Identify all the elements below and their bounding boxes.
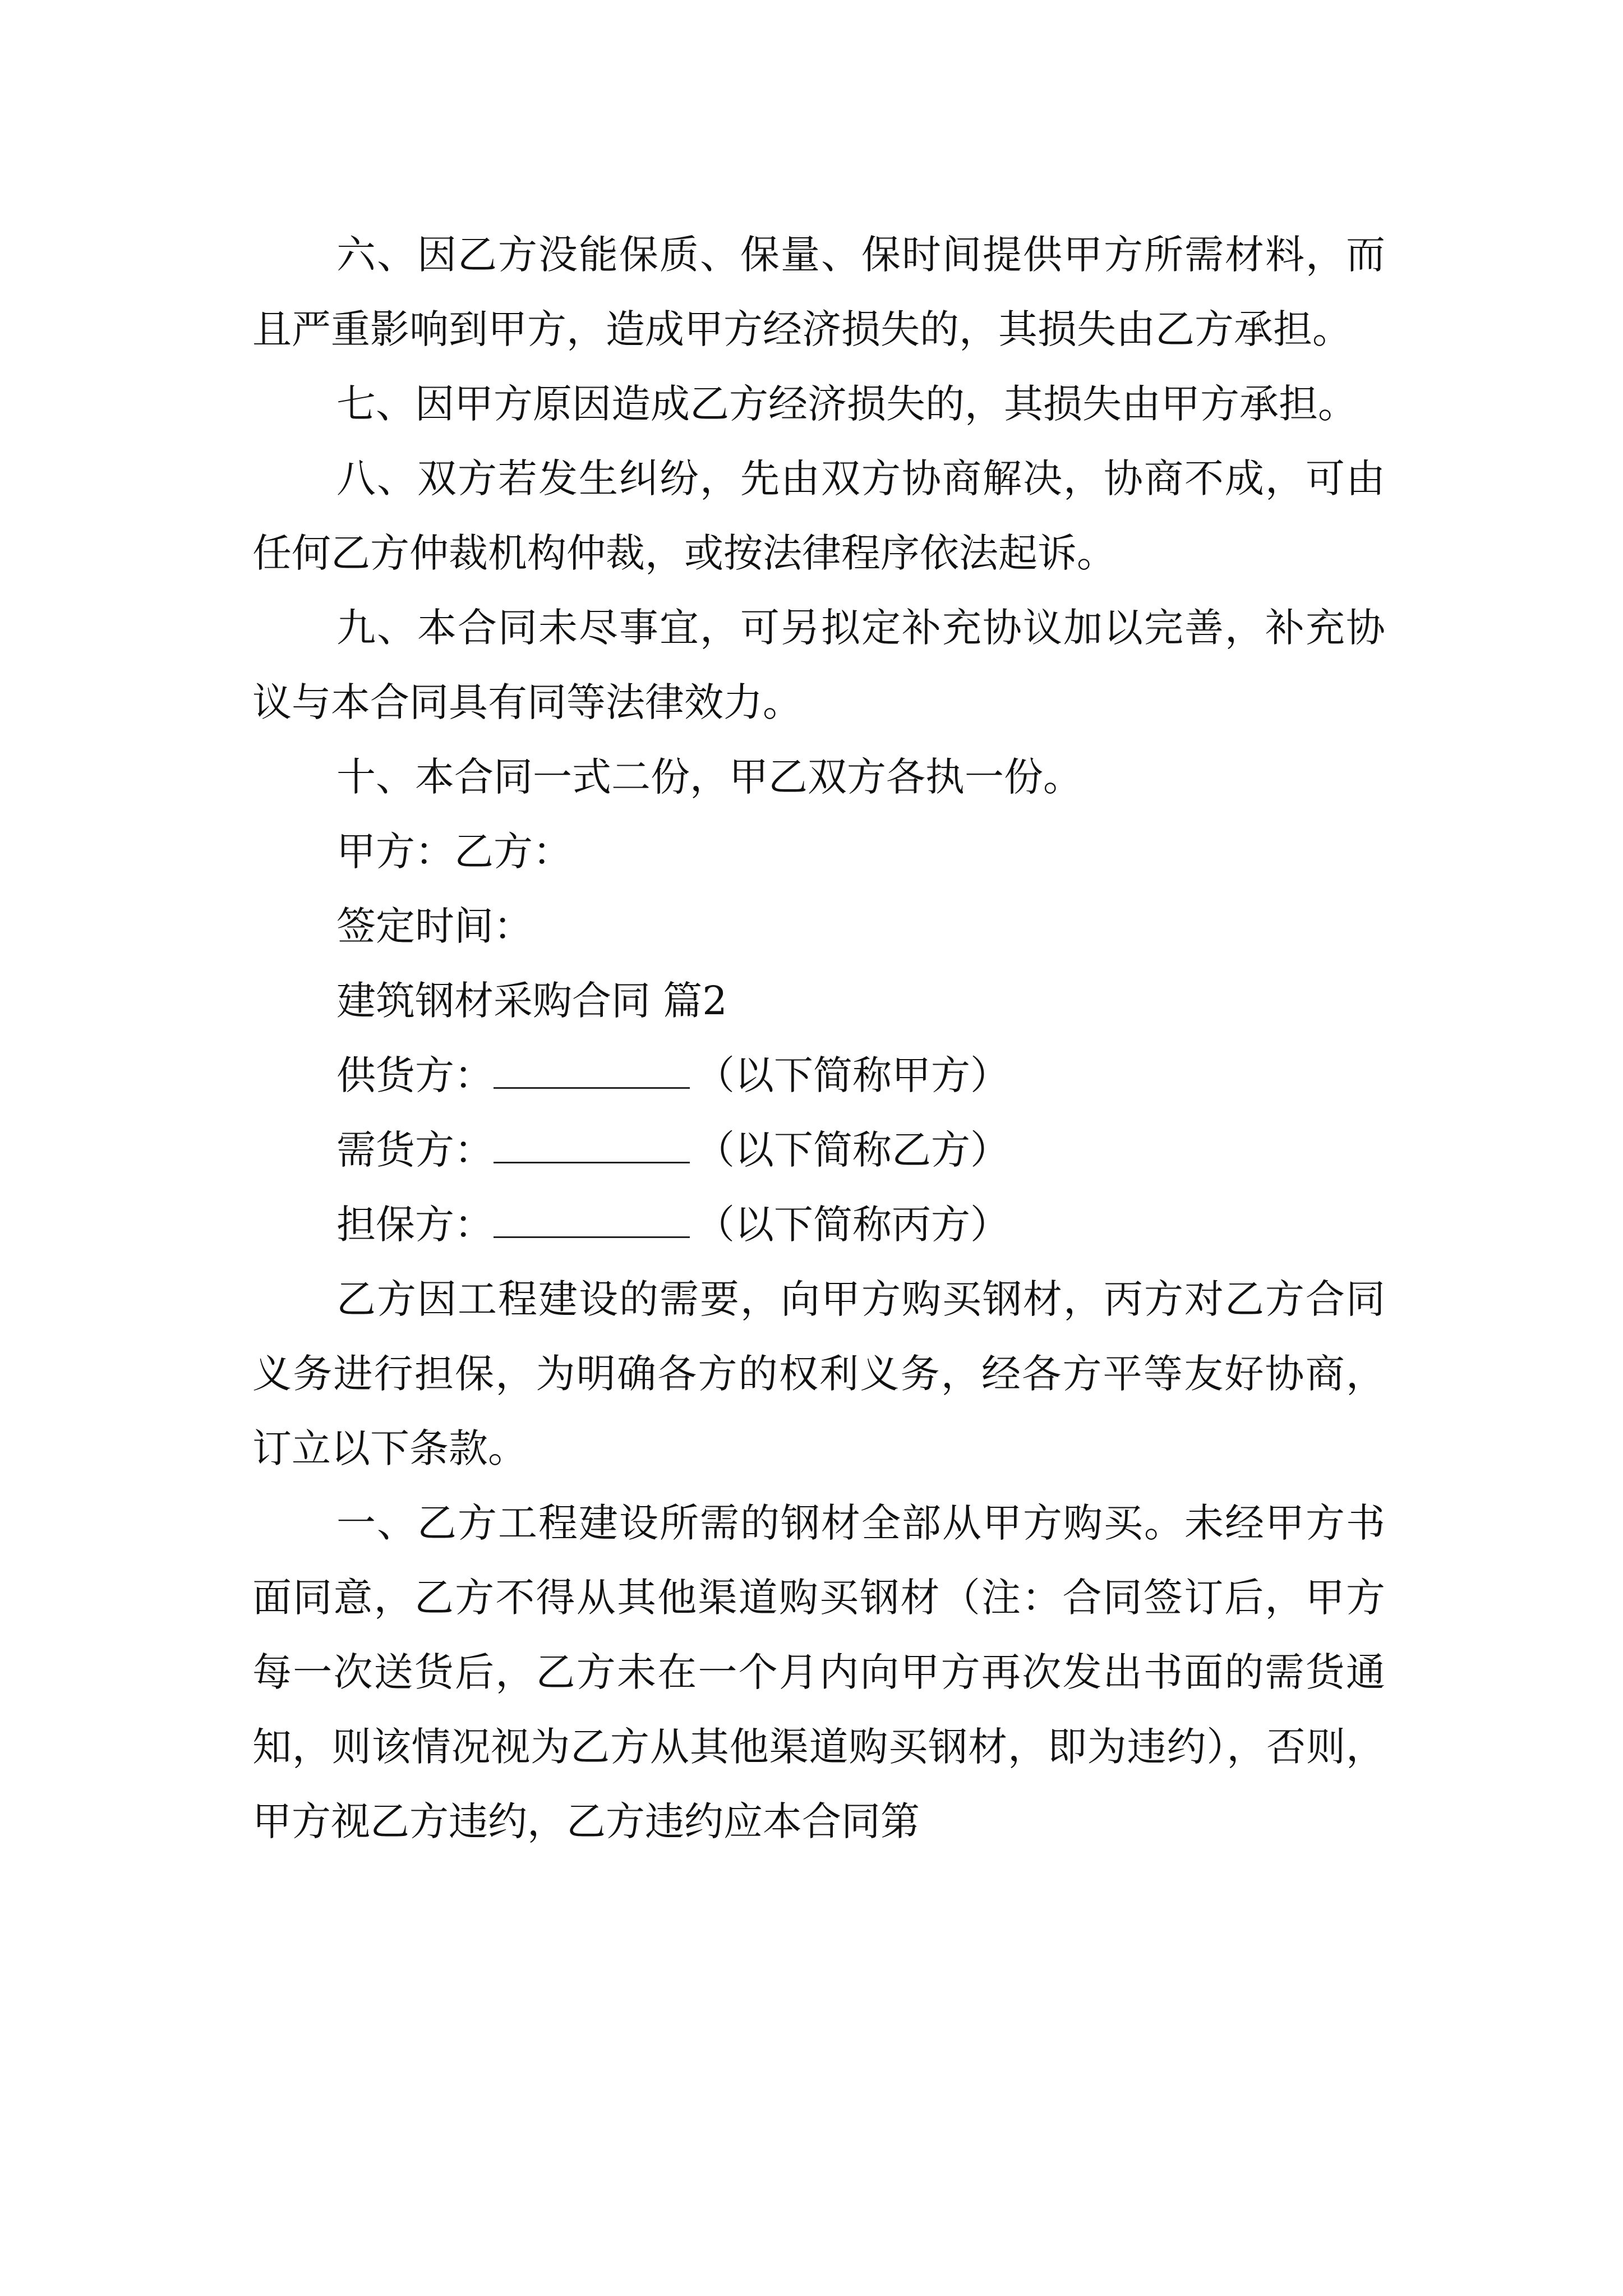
guarantor-suffix: （以下简称丙方） xyxy=(695,1202,1009,1248)
sign-date-line: 签定时间： xyxy=(336,903,533,949)
buyer-line xyxy=(252,1113,1385,1188)
clause-one: 一、乙方工程建设所需的钢材全部从甲方购买。未经甲方书面同意，乙方不得从其他渠道购买钢材（注：合同签订后，甲方每一次送货后，乙方未在一个月内向甲方再次发出书面的需货通知，则该情况视为乙方从其他渠道购买钢材，即为违约），否则，甲方视乙方违约，乙方违约应本合同第 xyxy=(252,1500,1385,1844)
guarantor-label: 担保方： xyxy=(336,1202,494,1248)
clause-nine: 九、本合同未尽事宜，可另拟定补充协议加以完善，补充协议与本合同具有同等法律效力。 xyxy=(252,605,1385,725)
document-body xyxy=(252,218,1385,1859)
supplier-line xyxy=(252,1038,1385,1113)
clause-eight: 八、双方若发生纠纷，先由双方协商解决，协商不成，可由任何乙方仲裁机构仲裁，或按法律程序依法起诉。 xyxy=(252,455,1385,576)
supplier-label: 供货方： xyxy=(336,1052,494,1098)
section-title: 建筑钢材采购合同 篇2 xyxy=(336,978,727,1024)
supplier-blank xyxy=(494,1053,690,1089)
clause-ten: 十、本合同一式二份，甲乙双方各执一份。 xyxy=(336,754,1082,800)
clause-six: 六、因乙方没能保质、保量、保时间提供甲方所需材料，而且严重影响到甲方，造成甲方经济损失的，其损失由乙方承担。 xyxy=(252,232,1385,352)
clause-seven: 七、因甲方原因造成乙方经济损失的，其损失由甲方承担。 xyxy=(336,381,1357,427)
guarantor-line xyxy=(252,1188,1385,1262)
buyer-blank xyxy=(494,1128,690,1163)
buyer-label: 需货方： xyxy=(336,1127,494,1173)
buyer-suffix: （以下简称乙方） xyxy=(695,1127,1009,1173)
intro-paragraph: 乙方因工程建设的需要，向甲方购买钢材，丙方对乙方合同义务进行担保，为明确各方的权利义务，经各方平等友好协商，订立以下条款。 xyxy=(252,1276,1385,1471)
party-signature-line: 甲方：乙方： xyxy=(336,829,572,875)
guarantor-blank xyxy=(494,1203,690,1238)
supplier-suffix: （以下简称甲方） xyxy=(695,1052,1009,1098)
